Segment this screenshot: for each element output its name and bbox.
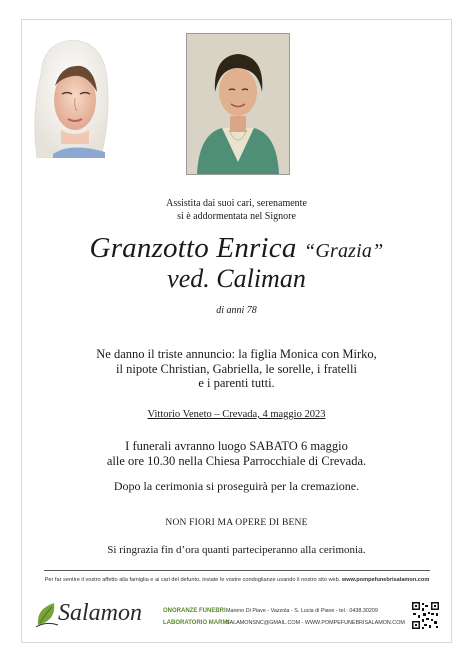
footer-note-url[interactable]: www.pompefunebrisalamon.com xyxy=(341,577,430,583)
footer-note-text: Per far sentire il vostro affetto alla famiglia e ai cari del defunto, inviate le vostre condoglianze usando il nostro sito web. xyxy=(44,577,341,583)
deceased-name xyxy=(21,232,452,267)
footer-divider xyxy=(44,570,430,571)
announcement-line-1: Ne danno il triste annuncio: la figlia Monica con Mirko, xyxy=(96,347,377,361)
brand-logo-text: Salamon xyxy=(58,600,142,626)
funeral-line-1: I funerali avranno luogo SABATO 6 maggio xyxy=(125,439,348,453)
service-marble: LABORATORIO MARMI xyxy=(163,620,230,626)
announcement-line-3: e i parenti tutti. xyxy=(198,376,275,390)
no-flowers-note: NON FIORI MA OPERE DI BENE xyxy=(165,518,308,528)
cremation-note: Dopo la cerimonia si proseguirà per la cremazione. xyxy=(113,479,360,493)
deceased-full-name: Granzotto Enrica xyxy=(89,232,297,264)
madonna-image xyxy=(31,34,113,158)
intro-line-1: Assistita dai suoi cari, serenamente xyxy=(166,198,307,209)
qr-code-icon[interactable] xyxy=(411,601,440,630)
deceased-nickname: “Grazia” xyxy=(304,240,384,262)
services-list xyxy=(163,605,229,629)
place-date xyxy=(21,409,452,420)
portrait-photo xyxy=(186,33,290,175)
leaf-logo-icon xyxy=(34,599,60,629)
contacts xyxy=(226,605,405,629)
contact-email-web[interactable]: SALAMONSNC@GMAIL.COM - WWW.POMPEFUNEBRISALAMON.COM xyxy=(226,620,405,626)
place-date-text: Vittorio Veneto – Crevada, 4 maggio 2023 xyxy=(147,409,326,420)
thanks-note: Si ringrazia fin d’ora quanti parteciperanno alla cerimonia. xyxy=(107,544,366,556)
contact-address: Mareno Di Piave - Vazzola - S. Lucia di Piave - tel.: 0438.30209 xyxy=(226,608,378,614)
intro-text xyxy=(21,198,452,223)
deceased-age: di anni 78 xyxy=(216,305,257,316)
widow-of: ved. Caliman xyxy=(167,264,306,293)
portrait-image xyxy=(187,34,289,174)
service-funeral: ONORANZE FUNEBRI xyxy=(163,608,226,614)
footer-note xyxy=(30,577,444,583)
announcement-line-2: il nipote Christian, Gabriella, le sorelle, i fratelli xyxy=(116,361,357,376)
funeral-line-2: alle ore 10.30 nella Chiesa Parrocchiale di Crevada. xyxy=(106,453,367,468)
announcement xyxy=(21,347,452,391)
intro-line-2: si è addormentata nel Signore xyxy=(177,210,296,222)
funeral-info xyxy=(21,439,452,468)
